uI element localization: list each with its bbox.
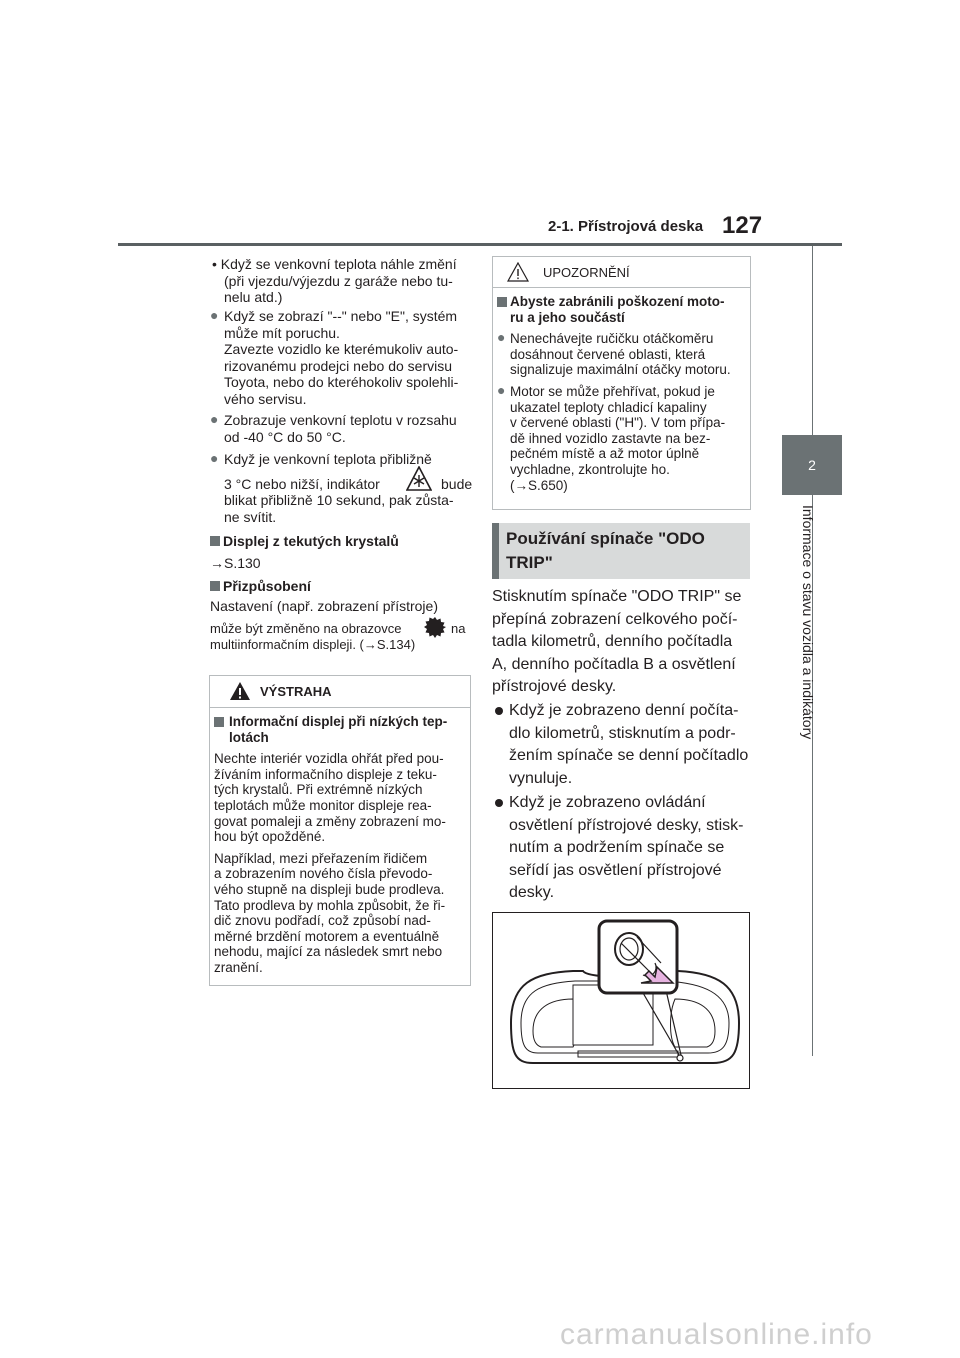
text-line: nelu atd.)	[224, 289, 283, 305]
text-line: teplotách může monitor displeje rea-	[214, 797, 432, 813]
text-line: multiinformačním displeji. (	[210, 637, 364, 652]
text-line: Zavezte vozidlo ke kterémukoliv auto-	[224, 341, 459, 357]
text-line: měrné brzdění motorem a eventuálně	[214, 928, 440, 944]
text-line: Nechte interiér vozidla ohřát před pou-	[214, 751, 444, 767]
text-line: A, denního počítadla B a osvětlení	[492, 655, 736, 673]
chapter-tab	[782, 435, 842, 495]
warning-icon	[229, 681, 251, 701]
notice-box	[492, 256, 751, 510]
section-heading-bar	[492, 523, 499, 579]
warning-paragraph	[214, 751, 462, 845]
text-line: vychladne, zkontrolujte ho.	[510, 461, 670, 477]
text-line: Když je zobrazeno ovládání	[509, 794, 706, 811]
text-line: ne svítit.	[224, 508, 277, 525]
text-line: (při vjezdu/výjezdu z garáže nebo tu-	[224, 272, 453, 289]
text-line: žíváním informačního displeje z teku-	[214, 766, 437, 782]
reference-link[interactable]	[210, 555, 261, 572]
bullet-icon	[495, 799, 503, 807]
text-line: Když se zobrazí "--" nebo "E", systém	[224, 308, 458, 324]
square-bullet-icon	[210, 536, 220, 546]
text-line: desky.	[509, 884, 555, 901]
square-bullet-icon	[497, 297, 507, 307]
bullet-icon: ●	[210, 307, 219, 323]
text-line: Toyota, nebo do kteréhokoliv spolehli-	[224, 374, 459, 390]
text-line: dosáhnout červené oblasti, která	[510, 346, 706, 362]
text-line: může mít poruchu.	[224, 324, 340, 341]
bullet-icon: ●	[210, 450, 219, 466]
bullet-icon: ●	[497, 381, 506, 398]
paragraph-customization	[210, 598, 475, 654]
square-bullet-icon	[214, 717, 224, 727]
text-line: TRIP"	[506, 553, 553, 572]
paragraph-temp-change	[212, 256, 472, 306]
text-line: Motor se může přehřívat, pokud je	[510, 383, 715, 399]
text-line: Používání spínače "ODO	[506, 529, 705, 548]
text-line: hou být opožděné.	[214, 829, 326, 845]
bullet-icon: ●	[210, 411, 219, 427]
list-item	[492, 792, 757, 905]
header-rule	[118, 243, 842, 246]
notice-heading	[497, 294, 744, 325]
section-title: 2-1. Přístrojová deska	[548, 218, 704, 235]
bullet-icon: ●	[497, 329, 506, 346]
bullet-icon	[495, 707, 503, 715]
text-line: tých krystalů. Při extrémně nízkých	[214, 782, 423, 798]
text-line: pečném místě a až motor úplně	[510, 446, 700, 462]
text-line: signalizuje maximální otáčky motoru.	[510, 362, 731, 378]
snowflake-warning-icon	[406, 466, 432, 492]
text-line: nutím a podržením spínače se	[509, 839, 725, 856]
section-heading	[506, 527, 742, 575]
instrument-cluster-drawing	[493, 913, 749, 1088]
subheading-text: Přizpůsobení	[223, 578, 311, 594]
text-line: Stisknutím spínače "ODO TRIP" se	[492, 588, 742, 605]
warning-title: VÝSTRAHA	[260, 684, 332, 699]
text-line: S.134)	[376, 637, 416, 652]
text-line: Nenechávejte ručičku otáčkoměru	[510, 331, 714, 347]
text-line: dě ihned vozidlo zastavte na bez-	[510, 430, 711, 446]
text-line: Abyste zabránili poškození moto-	[510, 294, 725, 309]
text-line: • Když se venkovní teplota náhle změní	[212, 256, 457, 272]
warning-paragraph	[214, 851, 462, 976]
arrow-icon: →	[514, 477, 528, 493]
notice-header	[493, 257, 750, 288]
list-item	[497, 331, 744, 378]
text-line: 3 °C nebo nižší, indikátor	[224, 475, 380, 492]
text-line: dlo kilometrů, stisknutím a podr-	[509, 724, 736, 742]
chapter-number: 2	[808, 457, 816, 473]
text-line: Zobrazuje venkovní teplotu v rozsahu	[224, 412, 457, 428]
text-line: Informační displej při nízkých tep-	[229, 714, 448, 729]
warning-header	[210, 676, 470, 708]
text-line: ru a jeho součástí	[510, 309, 625, 325]
text-line: rizovanému prodejci nebo do servisu	[224, 357, 453, 374]
text-line: ukazatel teploty chladicí kapaliny	[510, 399, 707, 415]
reference-text: S.130	[224, 555, 261, 571]
text-line: S.650)	[528, 477, 568, 493]
arrow-icon: →	[210, 555, 224, 571]
subheading-lcd	[210, 533, 399, 550]
text-line: blikat přibližně 10 sekund, pak zůsta-	[224, 492, 454, 508]
list-item	[210, 412, 475, 445]
square-bullet-icon	[210, 581, 220, 591]
text-line: a zobrazením nového čísla převodo-	[214, 866, 433, 882]
text-line: tadla kilometrů, denního počítadla	[492, 633, 733, 650]
text-line: přepíná zobrazení celkového počí-	[492, 610, 738, 628]
text-line: v červené oblasti ("H"). V tom přípa-	[510, 415, 726, 431]
text-line: od -40 °C do 50 °C.	[224, 428, 346, 445]
text-line: bude	[441, 475, 473, 492]
text-line: nehodu, mající za následek smrt nebo	[214, 944, 443, 960]
list-item	[210, 308, 475, 407]
arrow-icon: →	[363, 637, 377, 652]
text-line: dič znovu podřadí, což způsobí nad-	[214, 913, 431, 929]
gear-icon	[423, 615, 447, 639]
warning-box	[209, 675, 471, 986]
text-line: seřídí jas osvětlení přístrojové	[509, 861, 722, 879]
intro-paragraph	[492, 586, 757, 699]
text-line: (	[510, 477, 515, 493]
subheading-text: Displej z tekutých krystalů	[223, 533, 399, 549]
chapter-title: Informace o stavu vozidla a indikátory	[800, 505, 816, 740]
text-line: Když je zobrazeno denní počíta-	[509, 702, 739, 719]
text-line: vého servisu.	[224, 390, 307, 407]
text-line: vého stupně na displeji bude prodleva.	[214, 881, 445, 897]
caution-outline-icon	[507, 262, 529, 282]
text-line: osvětlení přístrojové desky, stisk-	[509, 816, 744, 834]
text-line: Nastavení (např. zobrazení přístroje)	[210, 598, 438, 614]
warning-heading	[214, 714, 462, 745]
page-number: 127	[722, 212, 763, 239]
list-item	[492, 700, 757, 790]
notice-title: UPOZORNĚNÍ	[543, 265, 630, 280]
subheading-customization	[210, 578, 311, 595]
text-line: přístrojové desky.	[492, 678, 617, 695]
list-item	[210, 451, 475, 525]
text-line: na	[451, 620, 466, 636]
text-line: vynuluje.	[509, 769, 573, 787]
text-line: může být změněno na obrazovce	[210, 620, 402, 636]
text-line: žením spínače se denní počítadlo	[509, 747, 749, 764]
text-line: lotách	[229, 729, 269, 745]
list-item	[497, 381, 744, 493]
odo-trip-illustration	[492, 912, 750, 1089]
text-line: Tato prodleva by mohla způsobit, že ři-	[214, 897, 446, 913]
text-line: govat pomaleji a změny zobrazení mo-	[214, 813, 446, 829]
text-line: Například, mezi přeřazením řidičem	[214, 850, 428, 866]
watermark: carmanualsonline.info	[560, 1318, 873, 1351]
text-line: zranění.	[214, 959, 263, 975]
text-line: Když je venkovní teplota přibližně	[224, 451, 432, 467]
